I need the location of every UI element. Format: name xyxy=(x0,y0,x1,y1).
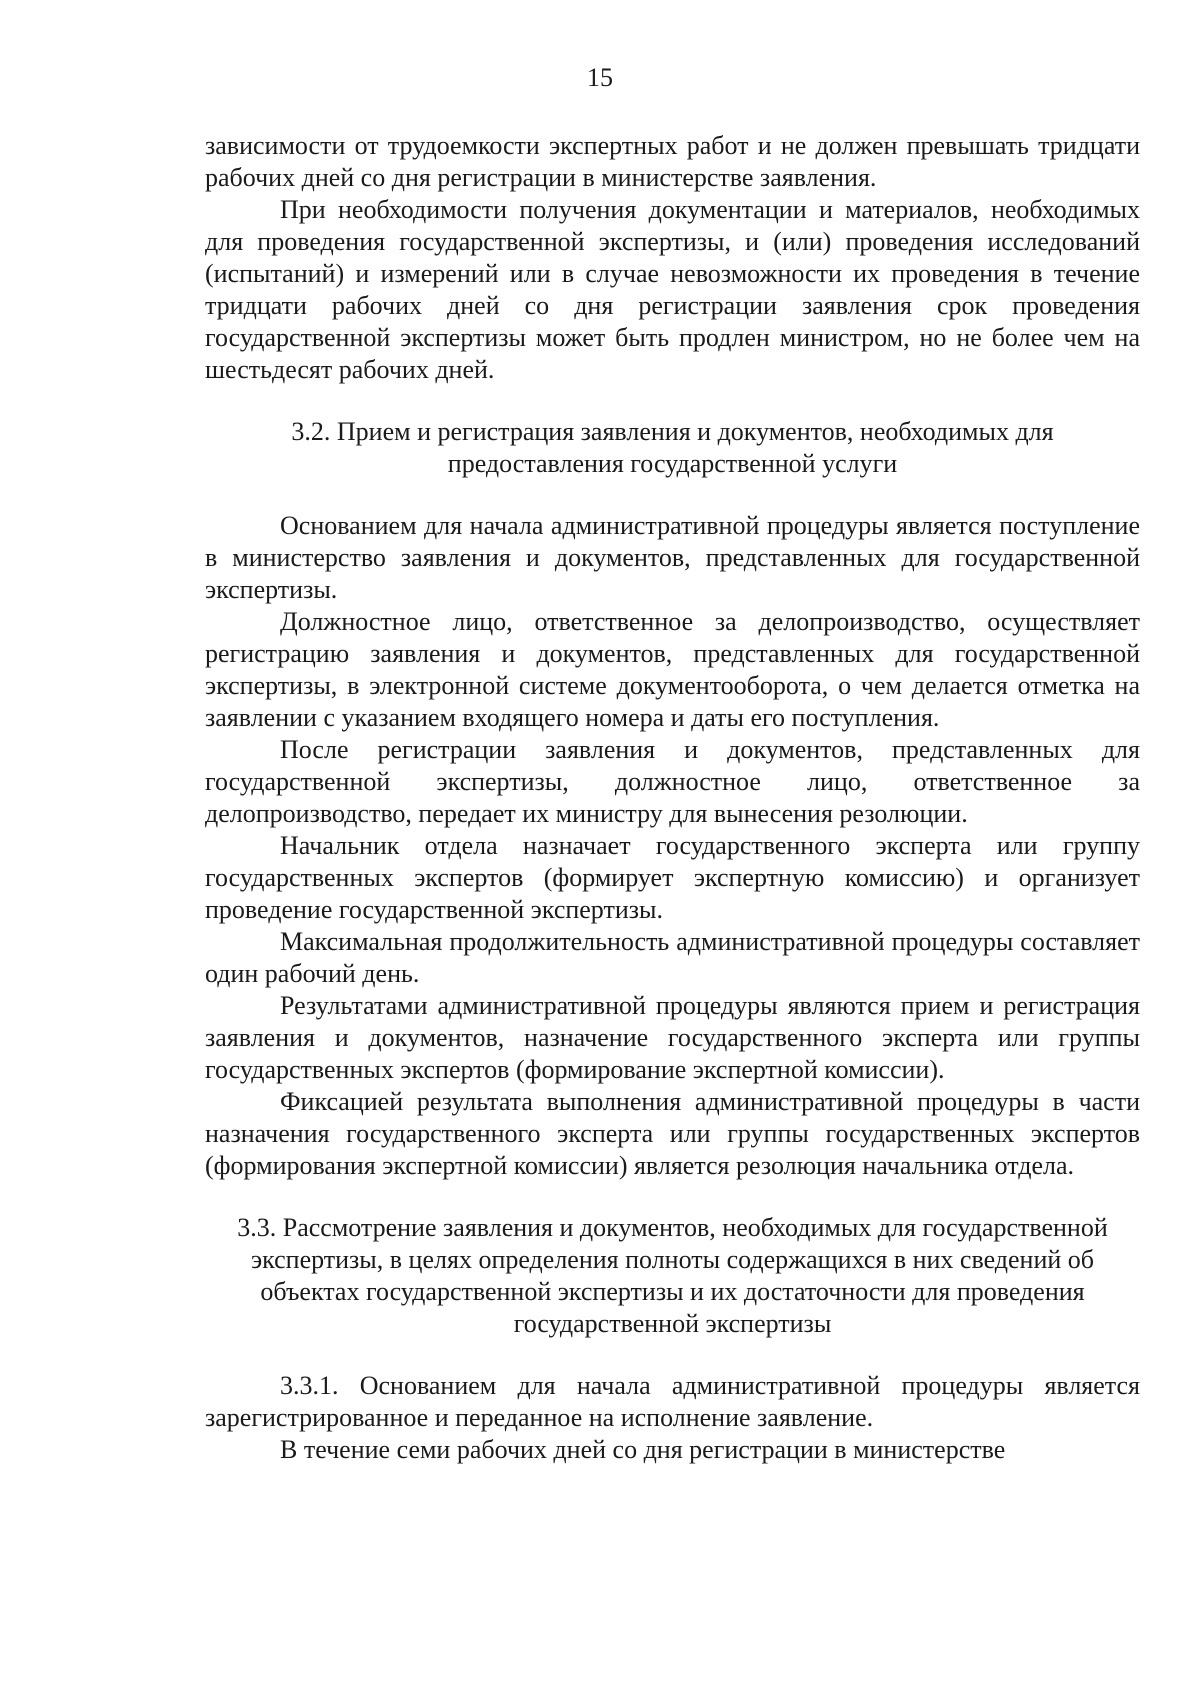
paragraph-3-2-duration: Максимальная продолжительность административной процедуры составляет один рабочий день. xyxy=(205,927,1140,988)
paragraph-3-3-1-basis: 3.3.1. Основанием для начала административной процедуры является зарегистрированное и переданное на исполнение заявление. xyxy=(205,1371,1140,1432)
paragraph-3-2-registration: Должностное лицо, ответственное за делопроизводство, осуществляет регистрацию заявления и документов, представленных для государственной экспертизы, в электронной системе документооборота, о чем делается отметка на заявлении с указанием входящего номера и даты его поступления. xyxy=(205,607,1140,732)
page-number: 15 xyxy=(587,63,613,92)
section-heading-3-2: 3.2. Прием и регистрация заявления и документов, необходимых для предоставления государственной услуги xyxy=(291,417,1054,478)
document-body xyxy=(205,130,1140,1466)
paragraph-term-extension: При необходимости получения документации и материалов, необходимых для проведения государственной экспертизы, и (или) проведения исследований (испытаний) и измерений или в случае невозможности их проведения в течение тридцати рабочих дней со дня регистрации заявления срок проведения государственной экспертизы может быть продлен министром, но не более чем на шестьдесят рабочих дней. xyxy=(205,195,1140,384)
paragraph-3-2-after-registration: После регистрации заявления и документов, представленных для государственной экспертизы, должностное лицо, ответственное за делопроизводство, передает их министру для вынесения резолюции. xyxy=(205,735,1140,828)
paragraph-3-2-fixation: Фиксацией результата выполнения административной процедуры в части назначения государственного эксперта или группы государственных экспертов (формирования экспертной комиссии) является резолюция начальника отдела. xyxy=(205,1087,1140,1180)
paragraph-3-2-head-appoints: Начальник отдела назначает государственного эксперта или группу государственных экспертов (формирует экспертную комиссию) и организует проведение государственной экспертизы. xyxy=(205,831,1140,924)
paragraph-3-2-basis: Основанием для начала административной процедуры является поступление в министерство заявления и документов, представленных для государственной экспертизы. xyxy=(205,511,1140,604)
paragraph-continuation: зависимости от трудоемкости экспертных работ и не должен превышать тридцати рабочих дней со дня регистрации в министерстве заявления. xyxy=(205,131,1140,192)
paragraph-3-2-results: Результатами административной процедуры являются прием и регистрация заявления и документов, назначение государственного эксперта или группы государственных экспертов (формирование экспертной комиссии). xyxy=(205,991,1140,1084)
section-heading-3-3: 3.3. Рассмотрение заявления и документов, необходимых для государственной экспертизы, в целях определения полноты содержащихся в них сведений об объектах государственной экспертизы и их достаточности для проведения государственной экспертизы xyxy=(237,1213,1108,1338)
paragraph-3-3-seven-days: В течение семи рабочих дней со дня регистрации в министерстве xyxy=(280,1435,1006,1464)
